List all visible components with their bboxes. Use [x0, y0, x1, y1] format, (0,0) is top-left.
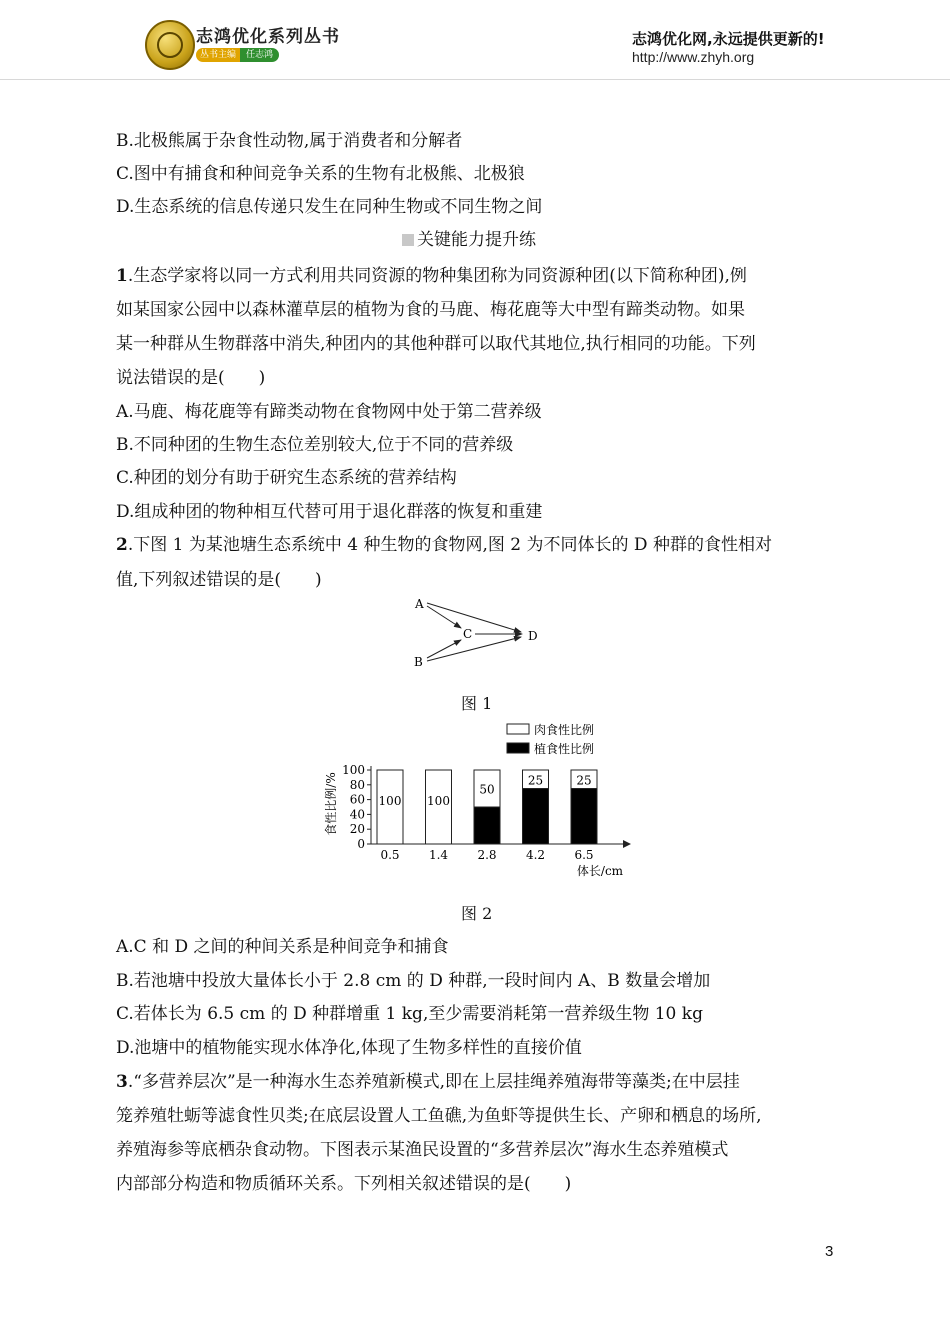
page-number: 3	[825, 1243, 834, 1260]
q1-option-b: B.不同种团的生物生态位差别较大,位于不同的营养级	[116, 435, 514, 455]
q2-stem-text: .下图 1 为某池塘生态系统中 4 种生物的食物网,图 2 为不同体长的 D 种群的食性相对	[127, 535, 772, 555]
x-tick-label: 1.4	[428, 848, 449, 862]
q3-stem-text: .“多营养层次”是一种海水生态养殖新模式,即在上层挂绳养殖海带等藻类;在中层挂	[127, 1072, 740, 1092]
q3-stem-line: 笼养殖牡蛎等滤食性贝类;在底层设置人工鱼礁,为鱼虾等提供生长、产卵和栖息的场所,	[116, 1106, 762, 1126]
q3-stem-line: 内部部分构造和物质循环关系。下列相关叙述错误的是( )	[116, 1174, 572, 1194]
header-url[interactable]: http://www.zhyh.org	[632, 49, 755, 65]
node-c: C	[463, 627, 473, 641]
y-tick-label: 60	[349, 792, 365, 807]
prev-option-c: C.图中有捕食和种间竞争关系的生物有北极熊、北极狼	[116, 164, 525, 184]
bar-data-label: 100	[378, 794, 402, 808]
x-tick-label: 4.2	[525, 848, 546, 862]
q1-stem-line	[116, 265, 747, 287]
editor-label: 丛书主编	[196, 48, 240, 62]
x-axis-label: 体长/cm	[576, 864, 624, 878]
section-title-text: 关键能力提升练	[417, 230, 536, 250]
series-title: 志鸿优化系列丛书	[196, 27, 340, 47]
editor-badge	[196, 48, 292, 62]
q1-stem-line: 某一种群从生物群落中消失,种团内的其他种群可以取代其地位,执行相同的功能。下列	[116, 334, 756, 354]
header-slogan: 志鸿优化网,永远提供更新的!	[632, 30, 825, 48]
series-logo-icon	[145, 20, 195, 70]
bar-data-label: 25	[576, 773, 592, 788]
x-tick-label: 2.8	[477, 848, 497, 862]
node-a: A	[415, 597, 424, 611]
edge-b-c	[427, 640, 461, 658]
y-tick-label: 80	[349, 777, 365, 792]
x-tick-label: 0.5	[380, 848, 400, 862]
q1-option-d: D.组成种团的物种相互代替可用于退化群落的恢复和重建	[116, 502, 543, 522]
q3-stem-line	[116, 1071, 740, 1093]
legend-label-herbivory: 植食性比例	[534, 742, 595, 756]
figure-1-caption: 图 1	[461, 694, 493, 713]
y-tick-label: 0	[357, 837, 365, 851]
q1-stem-text: .生态学家将以同一方式利用共同资源的物种集团称为同资源种团(以下简称种团),例	[127, 266, 747, 286]
q1-option-c: C.种团的划分有助于研究生态系统的营养结构	[116, 468, 457, 488]
bar-data-label: 50	[479, 782, 495, 797]
x-tick-label: 6.5	[574, 848, 594, 862]
edge-a-c	[427, 606, 461, 628]
q1-stem-line: 如某国家公园中以森林灌草层的植物为食的马鹿、梅花鹿等大中型有蹄类动物。如果	[116, 300, 745, 320]
page-header	[0, 0, 950, 80]
q2-stem-line	[116, 534, 772, 556]
q1-option-a: A.马鹿、梅花鹿等有蹄类动物在食物网中处于第二营养级	[116, 402, 542, 422]
q2-option-b: B.若池塘中投放大量体长小于 2.8 cm 的 D 种群,一段时间内 A、B 数量会增加	[116, 971, 711, 991]
section-title	[402, 229, 536, 251]
x-axis-arrow-icon	[623, 840, 631, 848]
legend-swatch-carnivory	[507, 724, 529, 734]
bar-herbivory	[523, 789, 549, 845]
prev-option-b: B.北极熊属于杂食性动物,属于消费者和分解者	[116, 131, 463, 151]
q2-option-d: D.池塘中的植物能实现水体净化,体现了生物多样性的直接价值	[116, 1038, 582, 1058]
legend-label-carnivory: 肉食性比例	[534, 723, 595, 737]
bar-data-label: 25	[527, 773, 544, 788]
q2-option-c: C.若体长为 6.5 cm 的 D 种群增重 1 kg,至少需要消耗第一营养级生物 10 kg	[116, 1004, 703, 1024]
node-b: B	[414, 655, 423, 669]
edge-b-d	[427, 637, 521, 661]
q1-stem-line: 说法错误的是( )	[116, 368, 266, 388]
prev-option-d: D.生态系统的信息传递只发生在同种生物或不同生物之间	[116, 197, 543, 217]
y-axis-label: 食性比例/%	[324, 772, 338, 836]
section-marker-icon	[402, 234, 414, 246]
node-d: D	[528, 629, 538, 643]
food-web-figure	[405, 592, 555, 672]
q3-stem-line: 养殖海参等底栖杂食动物。下图表示某渔民设置的“多营养层次”海水生态养殖模式	[116, 1140, 729, 1160]
y-tick-label: 100	[342, 763, 365, 777]
legend-swatch-herbivory	[507, 743, 529, 753]
q2-stem-line: 值,下列叙述错误的是( )	[116, 570, 322, 590]
diet-ratio-chart	[315, 718, 645, 883]
bar-herbivory	[474, 807, 500, 844]
bar-data-label: 100	[427, 794, 450, 808]
y-tick-label: 40	[349, 807, 365, 822]
q3-number: 3	[116, 1072, 128, 1092]
figure-2-caption: 图 2	[461, 904, 493, 923]
q1-number: 1	[116, 266, 128, 286]
bar-herbivory	[571, 789, 597, 845]
q2-option-a: A.C 和 D 之间的种间关系是种间竞争和捕食	[116, 937, 449, 957]
header-divider	[0, 79, 950, 80]
y-tick-label: 20	[349, 822, 365, 837]
q2-number: 2	[116, 535, 128, 555]
edge-a-d	[427, 603, 521, 632]
editor-name: 任志鸿	[240, 48, 279, 62]
